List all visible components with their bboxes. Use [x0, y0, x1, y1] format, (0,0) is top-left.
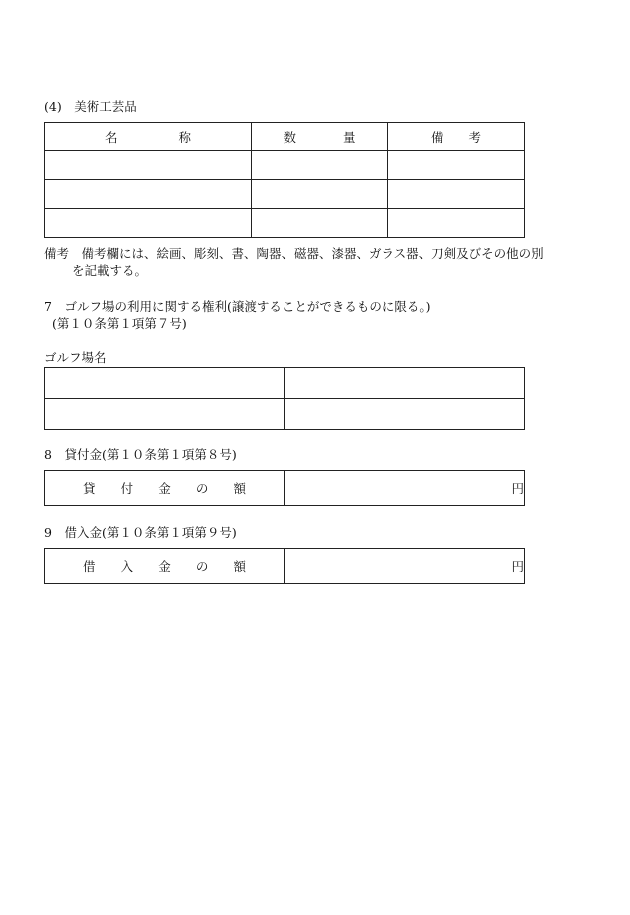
golf-table	[44, 367, 525, 430]
header-quantity-char-2: 量	[342, 129, 356, 145]
art-note-line-1: 備考 備考欄には、絵画、彫刻、書、陶器、磁器、漆器、ガラス器、刀剣及びその他の別	[44, 246, 544, 261]
art-remarks-cell[interactable]	[388, 151, 525, 180]
golf-value-cell[interactable]	[285, 368, 525, 399]
borrow-section-heading: 9 借入金(第１０条第１項第９号)	[44, 525, 237, 540]
art-quantity-cell[interactable]	[252, 209, 388, 238]
loan-label-char: の	[195, 481, 209, 496]
table-row	[45, 151, 525, 180]
table-row	[45, 209, 525, 238]
borrow-label-char: 借	[83, 559, 96, 574]
loan-label-char: 貸	[83, 481, 96, 496]
borrow-amount-label	[45, 549, 285, 584]
golf-name-cell[interactable]	[45, 399, 285, 430]
art-section-heading: (4) 美術工芸品	[44, 99, 137, 114]
header-name-char-2: 称	[178, 129, 191, 145]
table-row	[45, 180, 525, 209]
table-row	[45, 549, 525, 584]
art-name-cell[interactable]	[45, 209, 252, 238]
golf-section-subheading: (第１０条第１項第７号)	[52, 316, 187, 331]
loan-amount-label	[45, 471, 285, 506]
art-quantity-cell[interactable]	[252, 151, 388, 180]
borrow-table	[44, 548, 525, 584]
borrow-amount-value-cell[interactable]	[285, 549, 525, 584]
golf-name-cell[interactable]	[45, 368, 285, 399]
header-remarks-char-1: 備	[431, 129, 444, 145]
golf-section-heading: 7 ゴルフ場の利用に関する権利(譲渡することができるものに限る。)	[44, 299, 431, 314]
borrow-label-char: 金	[158, 559, 171, 574]
table-row	[45, 368, 525, 399]
art-remarks-cell[interactable]	[388, 180, 525, 209]
golf-table-label: ゴルフ場名	[44, 350, 107, 365]
borrow-label-char: 額	[233, 559, 246, 574]
header-remarks	[388, 123, 525, 151]
borrow-label-char: の	[195, 559, 209, 574]
art-name-cell[interactable]	[45, 180, 252, 209]
table-row	[45, 471, 525, 506]
art-name-cell[interactable]	[45, 151, 252, 180]
loan-amount-value-cell[interactable]	[285, 471, 525, 506]
art-table-header-row	[45, 123, 525, 151]
header-quantity	[252, 123, 388, 151]
golf-value-cell[interactable]	[285, 399, 525, 430]
loan-section-heading: 8 貸付金(第１０条第１項第８号)	[44, 447, 237, 462]
borrow-amount-unit: 円	[511, 559, 524, 574]
loan-label-char: 付	[120, 481, 134, 496]
loan-label-char: 金	[158, 481, 171, 496]
art-remarks-cell[interactable]	[388, 209, 525, 238]
art-quantity-cell[interactable]	[252, 180, 388, 209]
header-remarks-char-2: 考	[468, 129, 481, 145]
art-table	[44, 122, 525, 238]
table-row	[45, 399, 525, 430]
header-name	[45, 123, 252, 151]
loan-table	[44, 470, 525, 506]
header-name-char-1: 名	[105, 129, 118, 145]
loan-amount-unit: 円	[511, 481, 524, 496]
borrow-label-char: 入	[120, 559, 134, 574]
loan-label-char: 額	[233, 481, 246, 496]
header-quantity-char-1: 数	[283, 129, 297, 145]
art-note-line-2: を記載する。	[72, 263, 148, 278]
